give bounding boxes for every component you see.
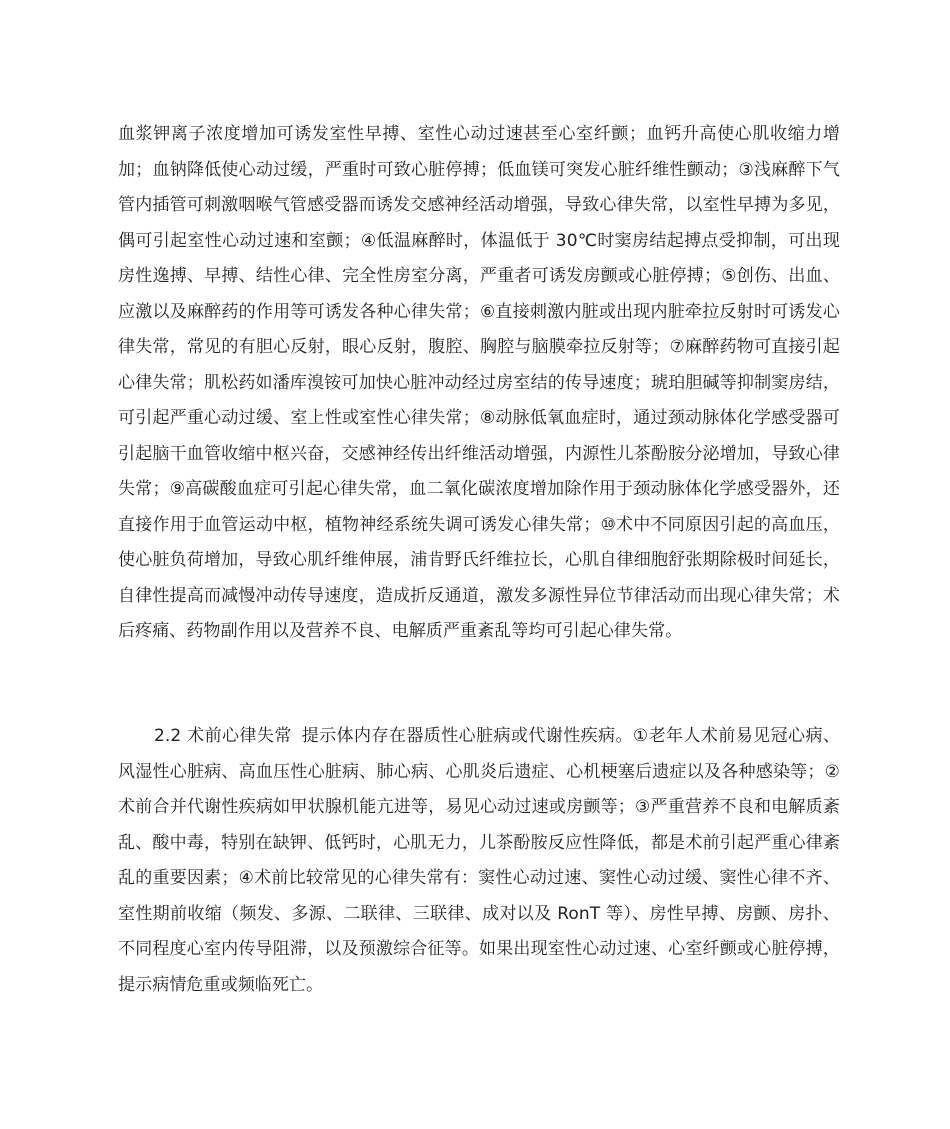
body-paragraph: 血浆钾离子浓度增加可诱发室性早搏、室性心动过速甚至心室纤颤；血钙升高使心肌收缩力增加；血钠降低使心动过缓，严重时可致心脏停搏；低血镁可突发心脏纤维性颤动；③浅麻醉下气管内插管可刺激咽喉气管感受器而诱发交感神经活动增强，导致心律失常，以室性早搏为多见，偶可引起室性心动过速和室颤；④低温麻醉时，体温低于 30℃时窦房结起搏点受抑制，可出现房性逸搏、早搏、结性心律、完全性房室分离，严重者可诱发房颤或心脏停搏；⑤创伤、出血、应激以及麻醉药的作用等可诱发各种心律失常；⑥直接刺激内脏或出现内脏牵拉反射时可诱发心律失常，常见的有胆心反射，眼心反射，腹腔、胸腔与脑膜牵拉反射等；⑦麻醉药物可直接引起心律失常；肌松药如潘库溴铵可加快心脏冲动经过房室结的传导速度；琥珀胆碱等抑制窦房结，可引起严重心动过缓、室上性或室性心律失常；⑧动脉低氧血症时，通过颈动脉体化学感受器可引起脑干血管收缩中枢兴奋，交感神经传出纤维活动增强，内源性儿茶酚胺分泌增加，导致心律失常；⑨高碳酸血症可引起心律失常，血二氧化碳浓度增加除作用于颈动脉体化学感受器外，还直接作用于血管运动中枢，植物神经系统失调可诱发心律失常；⑩术中不同原因引起的高血压，使心脏负荷增加，导致心肌纤维伸展，浦肯野氏纤维拉长，心肌自律细胞舒张期除极时间延长，自律性提高而减慢冲动传导速度，造成折反通道，激发多源性异位节律活动而出现心律失常；术后疼痛、药物副作用以及营养不良、电解质严重紊乱等均可引起心律失常。	[118, 124, 840, 641]
section-2-2-paragraph	[118, 719, 840, 1003]
section-heading: 2.2 术前心律失常	[154, 726, 292, 746]
section-body-text: 提示体内存在器质性心脏病或代谢性疾病。①老年人术前易见冠心病、风湿性心脏病、高血压性心脏病、肺心病、心肌炎后遗症、心机梗塞后遗症以及各种感染等；②术前合并代谢性疾病如甲状腺机能亢进等，易见心动过速或房颤等；③严重营养不良和电解质紊乱、酸中毒，特别在缺钾、低钙时，心肌无力，儿茶酚胺反应性降低，都是术前引起严重心律紊乱的重要因素；④术前比较常见的心律失常有：窦性心动过速、窦性心动过缓、窦性心律不齐、室性期前收缩（频发、多源、二联律、三联律、成对以及 RonT 等）、房性早搏、房颤、房扑、不同程度心室内传导阻滞，以及预激综合征等。如果出现室性心动过速、心室纤颤或心脏停搏，提示病情危重或频临死亡。	[118, 726, 840, 995]
